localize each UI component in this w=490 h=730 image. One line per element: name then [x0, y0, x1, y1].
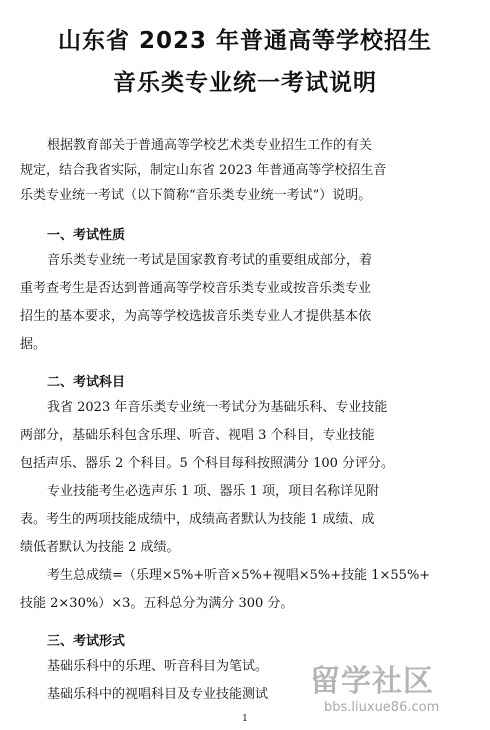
- watermark-url: bbs.liuxue86.com: [324, 700, 440, 715]
- body-line: 据。: [20, 337, 47, 352]
- section-heading: 三、考试形式: [47, 634, 126, 649]
- body-line: 基础乐科中的乐理、听音科目为笔试。: [47, 659, 269, 674]
- intro-line: 规定，结合我省实际，制定山东省 2023 年普通高等学校招生音: [20, 163, 387, 178]
- body-line: 表。考生的两项技能成绩中，成绩高者默认为技能 1 成绩、成: [20, 512, 375, 527]
- body-line: 招生的基本要求，为高等学校选拔音乐类专业人才提供基本依: [20, 309, 372, 324]
- body-line: 音乐类专业统一考试是国家教育考试的重要组成部分，着: [47, 253, 373, 268]
- body-line: 重考查考生是否达到普通高等学校音乐类专业或按音乐类专业: [20, 281, 372, 296]
- body-line: 我省 2023 年音乐类专业统一考试分为基础乐科、专业技能: [47, 400, 388, 415]
- body-line: 包括声乐、器乐 2 个科目。5 个科目每科按照满分 100 分评分。: [20, 456, 395, 471]
- body-line: 基础乐科中的视唱科目及专业技能测试: [47, 687, 269, 702]
- section-heading: 二、考试科目: [47, 375, 126, 390]
- intro-line: 乐类专业统一考试（以下简称“音乐类专业统一考试”）说明。: [20, 188, 372, 203]
- intro-line: 根据教育部关于普通高等学校艺术类专业招生工作的有关: [47, 138, 373, 153]
- body-line: 两部分，基础乐科包含乐理、听音、视唱 3 个科目，专业技能: [20, 428, 375, 443]
- body-line: 技能 2×30%）×3。五科总分为满分 300 分。: [20, 596, 294, 611]
- body-line: 考生总成绩=（乐理×5%+听音×5%+视唱×5%+技能 1×55%+: [47, 568, 431, 583]
- page-number: 1: [242, 714, 248, 724]
- document-title-line1: 山东省 2023 年普通高等学校招生: [57, 28, 433, 54]
- body-line: 专业技能考生必选声乐 1 项、器乐 1 项，项目名称详见附: [47, 484, 380, 499]
- section-heading: 一、考试性质: [47, 228, 126, 243]
- document-title-line2: 音乐类专业统一考试说明: [113, 70, 377, 96]
- site-watermark: [300, 650, 485, 728]
- body-line: 绩低者默认为技能 2 成绩。: [20, 540, 180, 555]
- watermark-logo-text: 留学社区: [310, 664, 434, 699]
